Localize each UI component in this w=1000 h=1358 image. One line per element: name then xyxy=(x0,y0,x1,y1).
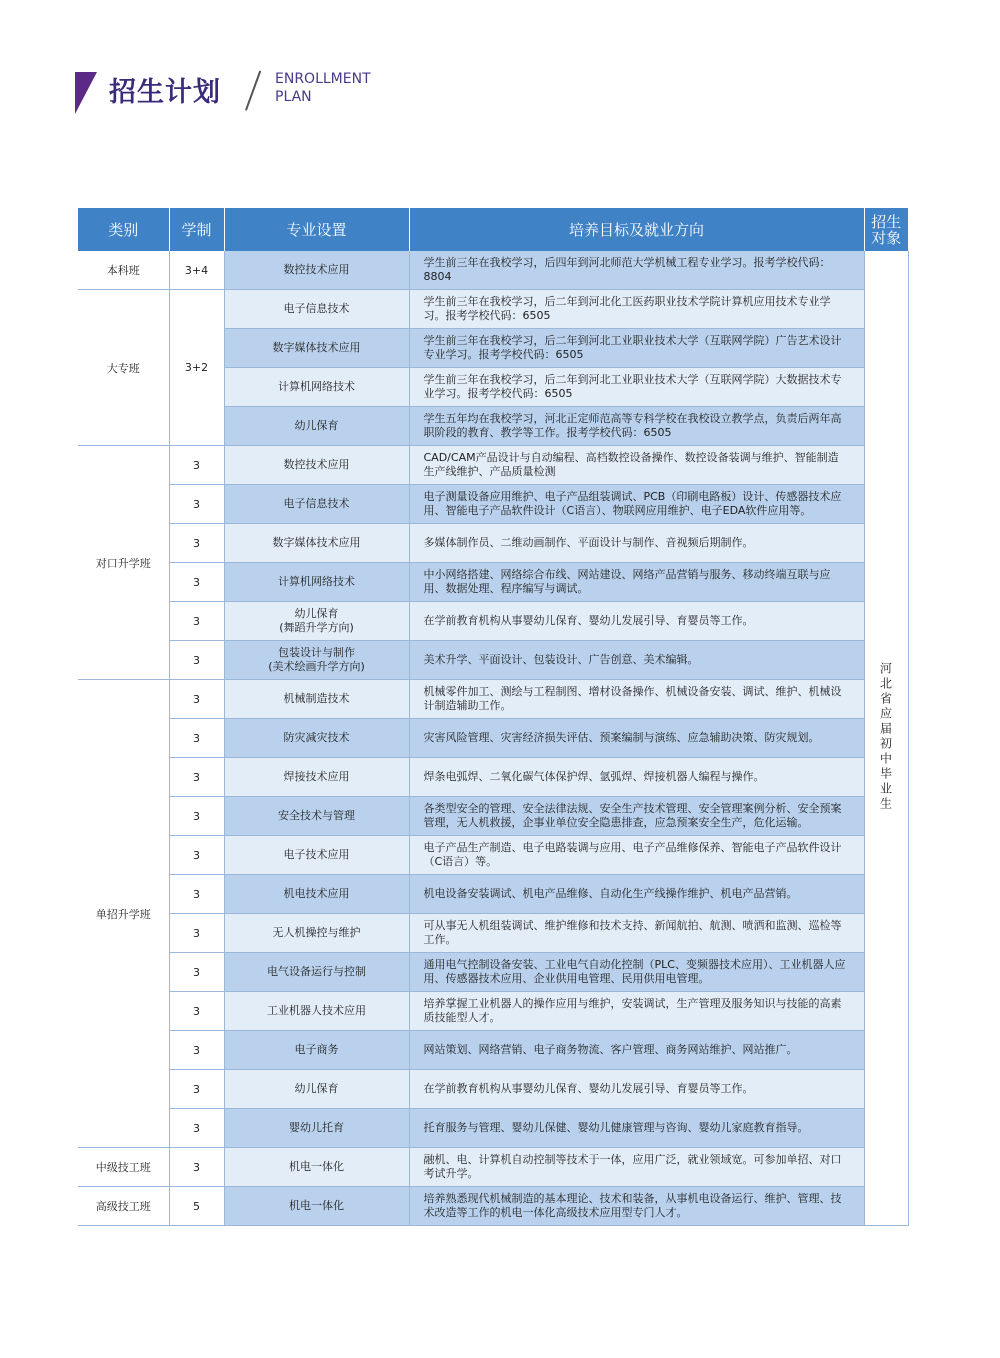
major-cell xyxy=(224,758,409,797)
major-name: 电子信息技术 xyxy=(283,302,350,315)
header-category: 类别 xyxy=(78,208,169,251)
major-name: 电气设备运行与控制 xyxy=(267,965,366,978)
table-row xyxy=(78,602,908,641)
major-name: 电子商务 xyxy=(294,1043,339,1056)
major-name: 电子技术应用 xyxy=(283,848,350,861)
major-name: 包装设计与制作 xyxy=(278,646,355,659)
years-cell: 3 xyxy=(169,602,224,641)
table-row xyxy=(78,485,908,524)
table-row xyxy=(78,680,908,719)
major-cell xyxy=(224,875,409,914)
page-title-en-line2: PLAN xyxy=(275,89,312,105)
major-cell xyxy=(224,680,409,719)
table-row xyxy=(78,251,908,290)
major-name: 幼儿保育 xyxy=(294,1082,339,1095)
major-name: 幼儿保育 xyxy=(294,419,339,432)
major-cell xyxy=(224,797,409,836)
major-cell xyxy=(224,602,409,641)
title-divider xyxy=(245,71,261,111)
major-cell xyxy=(224,485,409,524)
table-row xyxy=(78,992,908,1031)
years-cell: 3 xyxy=(169,953,224,992)
category-cell: 对口升学班 xyxy=(78,446,169,680)
goal-cell: 融机、电、计算机自动控制等技术于一体，应用广泛，就业领域宽。可参加单招、对口考试升学。 xyxy=(409,1148,864,1187)
table-row xyxy=(78,563,908,602)
major-cell xyxy=(224,1187,409,1226)
major-name: 数字媒体技术应用 xyxy=(272,341,361,354)
goal-cell: 通用电气控制设备安装、工业电气自动化控制（PLC、变频器技术应用）、工业机器人应用、传感器技术应用、企业供用电管理、民用供用电管理。 xyxy=(409,953,864,992)
years-cell: 3 xyxy=(169,524,224,563)
major-cell xyxy=(224,251,409,290)
years-cell: 3 xyxy=(169,992,224,1031)
years-cell: 3 xyxy=(169,1148,224,1187)
table-row xyxy=(78,1109,908,1148)
major-name: 焊接技术应用 xyxy=(283,770,350,783)
years-cell: 3 xyxy=(169,641,224,680)
goal-cell: 电子产品生产制造、电子电路装调与应用、电子产品维修保养、智能电子产品软件设计（C语言）等。 xyxy=(409,836,864,875)
major-name: 电子信息技术 xyxy=(283,497,350,510)
years-cell: 3 xyxy=(169,563,224,602)
enrollment-table xyxy=(78,208,909,1226)
goal-cell: 各类型安全的管理、安全法律法规、安全生产技术管理、安全管理案例分析、安全预案管理，无人机救援，企事业单位安全隐患排查，应急预案安全生产，危化运输。 xyxy=(409,797,864,836)
major-name: 数控技术应用 xyxy=(283,458,350,471)
goal-cell: 多媒体制作员、二维动画制作、平面设计与制作、音视频后期制作。 xyxy=(409,524,864,563)
years-cell: 3+2 xyxy=(169,290,224,446)
years-cell: 3+4 xyxy=(169,251,224,290)
major-name: 机电一体化 xyxy=(289,1199,344,1212)
table-header-row xyxy=(78,208,908,251)
header-goal: 培养目标及就业方向 xyxy=(409,208,864,251)
goal-cell: CAD/CAM产品设计与自动编程、高档数控设备操作、数控设备装调与维护、智能制造生产线维护、产品质量检测 xyxy=(409,446,864,485)
table-row xyxy=(78,719,908,758)
major-cell xyxy=(224,953,409,992)
category-cell: 高级技工班 xyxy=(78,1187,169,1226)
major-name: 无人机操控与维护 xyxy=(272,926,361,939)
category-cell: 本科班 xyxy=(78,251,169,290)
table-row xyxy=(78,875,908,914)
header-target: 招生对象 xyxy=(864,208,908,251)
table-row xyxy=(78,290,908,329)
goal-cell: 托育服务与管理、婴幼儿保健、婴幼儿健康管理与咨询、婴幼儿家庭教育指导。 xyxy=(409,1109,864,1148)
major-name: 计算机网络技术 xyxy=(278,380,355,393)
major-cell xyxy=(224,1148,409,1187)
target-cell xyxy=(864,251,908,1226)
category-cell: 中级技工班 xyxy=(78,1148,169,1187)
page-title-en xyxy=(275,70,371,106)
major-name: 幼儿保育 xyxy=(294,607,339,620)
page-title: 招生计划 xyxy=(109,77,221,108)
years-cell: 3 xyxy=(169,1031,224,1070)
major-cell xyxy=(224,1070,409,1109)
table-row xyxy=(78,1187,908,1226)
major-cell xyxy=(224,992,409,1031)
major-cell xyxy=(224,914,409,953)
header-triangle-icon xyxy=(75,72,97,114)
header-years: 学制 xyxy=(169,208,224,251)
years-cell: 3 xyxy=(169,797,224,836)
table-row xyxy=(78,446,908,485)
goal-cell: 灾害风险管理、灾害经济损失评估、预案编制与演练、应急辅助决策、防灾规划。 xyxy=(409,719,864,758)
years-cell: 3 xyxy=(169,1070,224,1109)
header-major: 专业设置 xyxy=(224,208,409,251)
years-cell: 3 xyxy=(169,719,224,758)
major-cell xyxy=(224,641,409,680)
goal-cell: 在学前教育机构从事婴幼儿保育、婴幼儿发展引导、育婴员等工作。 xyxy=(409,1070,864,1109)
major-name: 安全技术与管理 xyxy=(278,809,355,822)
major-name: 防灾减灾技术 xyxy=(283,731,350,744)
major-cell xyxy=(224,329,409,368)
major-cell xyxy=(224,368,409,407)
category-cell: 单招升学班 xyxy=(78,680,169,1148)
goal-cell: 可从事无人机组装调试、维护维修和技术支持、新闻航拍、航测、喷洒和监测、巡检等工作。 xyxy=(409,914,864,953)
major-cell xyxy=(224,563,409,602)
major-name: 数字媒体技术应用 xyxy=(272,536,361,549)
years-cell: 3 xyxy=(169,446,224,485)
table-row xyxy=(78,1148,908,1187)
goal-cell: 学生前三年在我校学习，后二年到河北工业职业技术大学（互联网学院）广告艺术设计专业学习。报考学校代码：6505 xyxy=(409,329,864,368)
category-cell: 大专班 xyxy=(78,290,169,446)
major-direction: (舞蹈升学方向) xyxy=(279,621,354,634)
table-row xyxy=(78,524,908,563)
goal-cell: 机电设备安装调试、机电产品维修、自动化生产线操作维护、机电产品营销。 xyxy=(409,875,864,914)
major-cell xyxy=(224,1109,409,1148)
goal-cell: 网站策划、网络营销、电子商务物流、客户管理、商务网站维护、网站推广。 xyxy=(409,1031,864,1070)
table-row xyxy=(78,1031,908,1070)
years-cell: 3 xyxy=(169,875,224,914)
goal-cell: 培养掌握工业机器人的操作应用与维护，安装调试，生产管理及服务知识与技能的高素质技能型人才。 xyxy=(409,992,864,1031)
table-body xyxy=(78,251,908,1226)
major-name: 机械制造技术 xyxy=(283,692,350,705)
years-cell: 5 xyxy=(169,1187,224,1226)
table-row xyxy=(78,914,908,953)
years-cell: 3 xyxy=(169,758,224,797)
goal-cell: 在学前教育机构从事婴幼儿保育、婴幼儿发展引导、育婴员等工作。 xyxy=(409,602,864,641)
table-row xyxy=(78,641,908,680)
goal-cell: 学生前三年在我校学习，后二年到河北化工医药职业技术学院计算机应用技术专业学习。报考学校代码：6505 xyxy=(409,290,864,329)
major-name: 工业机器人技术应用 xyxy=(267,1004,366,1017)
major-cell xyxy=(224,407,409,446)
major-direction: (美术绘画升学方向) xyxy=(268,660,365,673)
table-row xyxy=(78,758,908,797)
table-row xyxy=(78,953,908,992)
years-cell: 3 xyxy=(169,485,224,524)
major-name: 婴幼儿托育 xyxy=(289,1121,344,1134)
target-text: 河北省应届初中毕业生 xyxy=(878,661,893,812)
major-cell xyxy=(224,446,409,485)
goal-cell: 培养熟悉现代机械制造的基本理论、技术和装备，从事机电设备运行、维护、管理、技术改造等工作的机电一体化高级技术应用型专门人才。 xyxy=(409,1187,864,1226)
major-cell xyxy=(224,719,409,758)
years-cell: 3 xyxy=(169,914,224,953)
major-cell xyxy=(224,524,409,563)
major-cell xyxy=(224,290,409,329)
goal-cell: 美术升学、平面设计、包装设计、广告创意、美术编辑。 xyxy=(409,641,864,680)
major-name: 机电一体化 xyxy=(289,1160,344,1173)
goal-cell: 焊条电弧焊、二氧化碳气体保护焊、氩弧焊、焊接机器人编程与操作。 xyxy=(409,758,864,797)
goal-cell: 中小网络搭建、网络综合布线、网站建设、网络产品营销与服务、移动终端互联与应用、数据处理、程序编写与调试。 xyxy=(409,563,864,602)
major-cell xyxy=(224,1031,409,1070)
major-name: 计算机网络技术 xyxy=(278,575,355,588)
table-row xyxy=(78,1070,908,1109)
page-header xyxy=(75,68,575,118)
table-row xyxy=(78,836,908,875)
goal-cell: 学生前三年在我校学习，后四年到河北师范大学机械工程专业学习。报考学校代码：8804 xyxy=(409,251,864,290)
page-title-en-line1: ENROLLMENT xyxy=(275,71,371,87)
major-cell xyxy=(224,836,409,875)
years-cell: 3 xyxy=(169,836,224,875)
table-row xyxy=(78,797,908,836)
major-name: 数控技术应用 xyxy=(283,263,350,276)
major-name: 机电技术应用 xyxy=(283,887,350,900)
years-cell: 3 xyxy=(169,1109,224,1148)
years-cell: 3 xyxy=(169,680,224,719)
goal-cell: 学生五年均在我校学习，河北正定师范高等专科学校在我校设立教学点，负责后两年高职阶段的教育、教学等工作。报考学校代码：6505 xyxy=(409,407,864,446)
goal-cell: 学生前三年在我校学习，后二年到河北工业职业技术大学（互联网学院）大数据技术专业学习。报考学校代码：6505 xyxy=(409,368,864,407)
goal-cell: 电子测量设备应用维护、电子产品组装调试、PCB（印刷电路板）设计、传感器技术应用、智能电子产品软件设计（C语言）、物联网应用维护、电子EDA软件应用等。 xyxy=(409,485,864,524)
goal-cell: 机械零件加工、测绘与工程制图、增材设备操作、机械设备安装、调试、维护、机械设计制造辅助工作。 xyxy=(409,680,864,719)
